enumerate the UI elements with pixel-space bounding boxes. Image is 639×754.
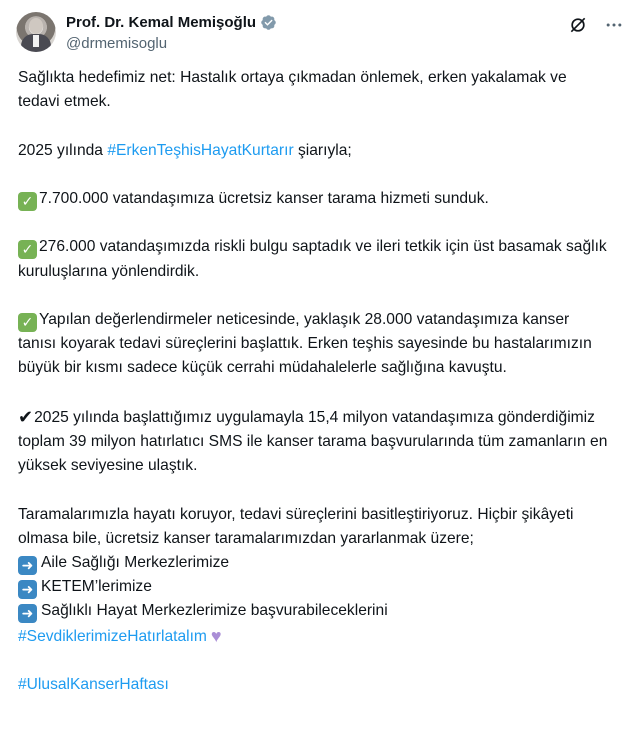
post-text-segment: 2025 yılında başlattığımız uygulamayla 15,4 milyon vatandaşımıza gönderdiğimiz toplam 39 milyon hatırlatıcı SMS ile kanser tarama başvurularında tüm zamanların en yüksek seviyesine ulaştık.: [18, 408, 608, 475]
grok-icon[interactable]: [567, 14, 589, 36]
check-mark-button-icon: ✓: [18, 313, 37, 332]
check-mark-button-icon: ✓: [18, 192, 37, 211]
author-handle[interactable]: @drmemisoglu: [66, 35, 168, 52]
post-text-segment: şiarıyla;: [293, 141, 352, 159]
author-name-row: [66, 14, 277, 31]
post-paragraph: [18, 405, 608, 479]
check-mark-button-icon: ✓: [18, 240, 37, 259]
post-paragraph: Sağlıkta hedefimiz net: Hastalık ortaya çıkmadan önlemek, erken yakalamak ve tedavi etmek.: [18, 69, 567, 111]
post-paragraph: [18, 624, 608, 649]
verified-badge-icon: [260, 14, 277, 31]
hashtag-link[interactable]: #SevdiklerimizeHatırlatalım: [18, 627, 207, 645]
post-paragraph: Taramalarımızla hayatı koruyor, tedavi süreçlerini basitleştiriyoruz. Hiçbir şikâyeti olmasa bile, ücretsiz kanser taramalarımızdan yararlanmak üzere;: [18, 505, 574, 547]
post-text-segment: 276.000 vatandaşımızda riskli bulgu saptadık ve ileri tetkik için üst basamak sağlık kuruluşlarına yönlendirdik.: [18, 238, 607, 280]
hashtag-link[interactable]: #ErkenTeşhisHayatKurtarır: [107, 141, 294, 159]
post-paragraph: [18, 235, 608, 283]
post-paragraph: [18, 308, 608, 381]
hashtag-link[interactable]: #UlusalKanserHaftası: [18, 675, 169, 693]
post-paragraph: [18, 673, 608, 697]
list-item-label: Sağlıklı Hayat Merkezlerimize başvurabileceklerini: [41, 602, 388, 620]
post-actions: [567, 14, 625, 36]
post-text-segment: 2025 yılında: [18, 141, 108, 159]
heavy-check-mark-icon: ✔: [18, 406, 34, 427]
right-arrow-icon: ➜: [18, 556, 37, 575]
list-item: [18, 551, 608, 575]
list-item: [18, 599, 608, 623]
right-arrow-icon: ➜: [18, 580, 37, 599]
list-item-label: KETEM’lerimize: [41, 578, 152, 596]
right-arrow-icon: ➜: [18, 604, 37, 623]
post-text-segment: Yapılan değerlendirmeler neticesinde, yaklaşık 28.000 vatandaşımıza kanser tanısı koyarak tedavi süreçlerini başlattık. Erken teşhis sayesinde bu hastalarımızın büyük bir kısmı sadece küçük cerrahi müdahalelerle sağlığına kavuştu.: [18, 310, 592, 377]
avatar[interactable]: [16, 12, 56, 52]
post-header: [14, 10, 625, 60]
post-text: [18, 66, 608, 697]
author-display-name[interactable]: Prof. Dr. Kemal Memişoğlu: [66, 14, 257, 31]
post-text-segment: 7.700.000 vatandaşımıza ücretsiz kanser tarama hizmeti sunduk.: [39, 189, 489, 207]
list-item: [18, 575, 608, 599]
purple-heart-icon: ♥: [210, 625, 222, 646]
more-icon[interactable]: [603, 14, 625, 36]
list-item-label: Aile Sağlığı Merkezlerimize: [41, 553, 230, 571]
post-paragraph: [18, 139, 608, 163]
post-paragraph: [18, 187, 608, 211]
